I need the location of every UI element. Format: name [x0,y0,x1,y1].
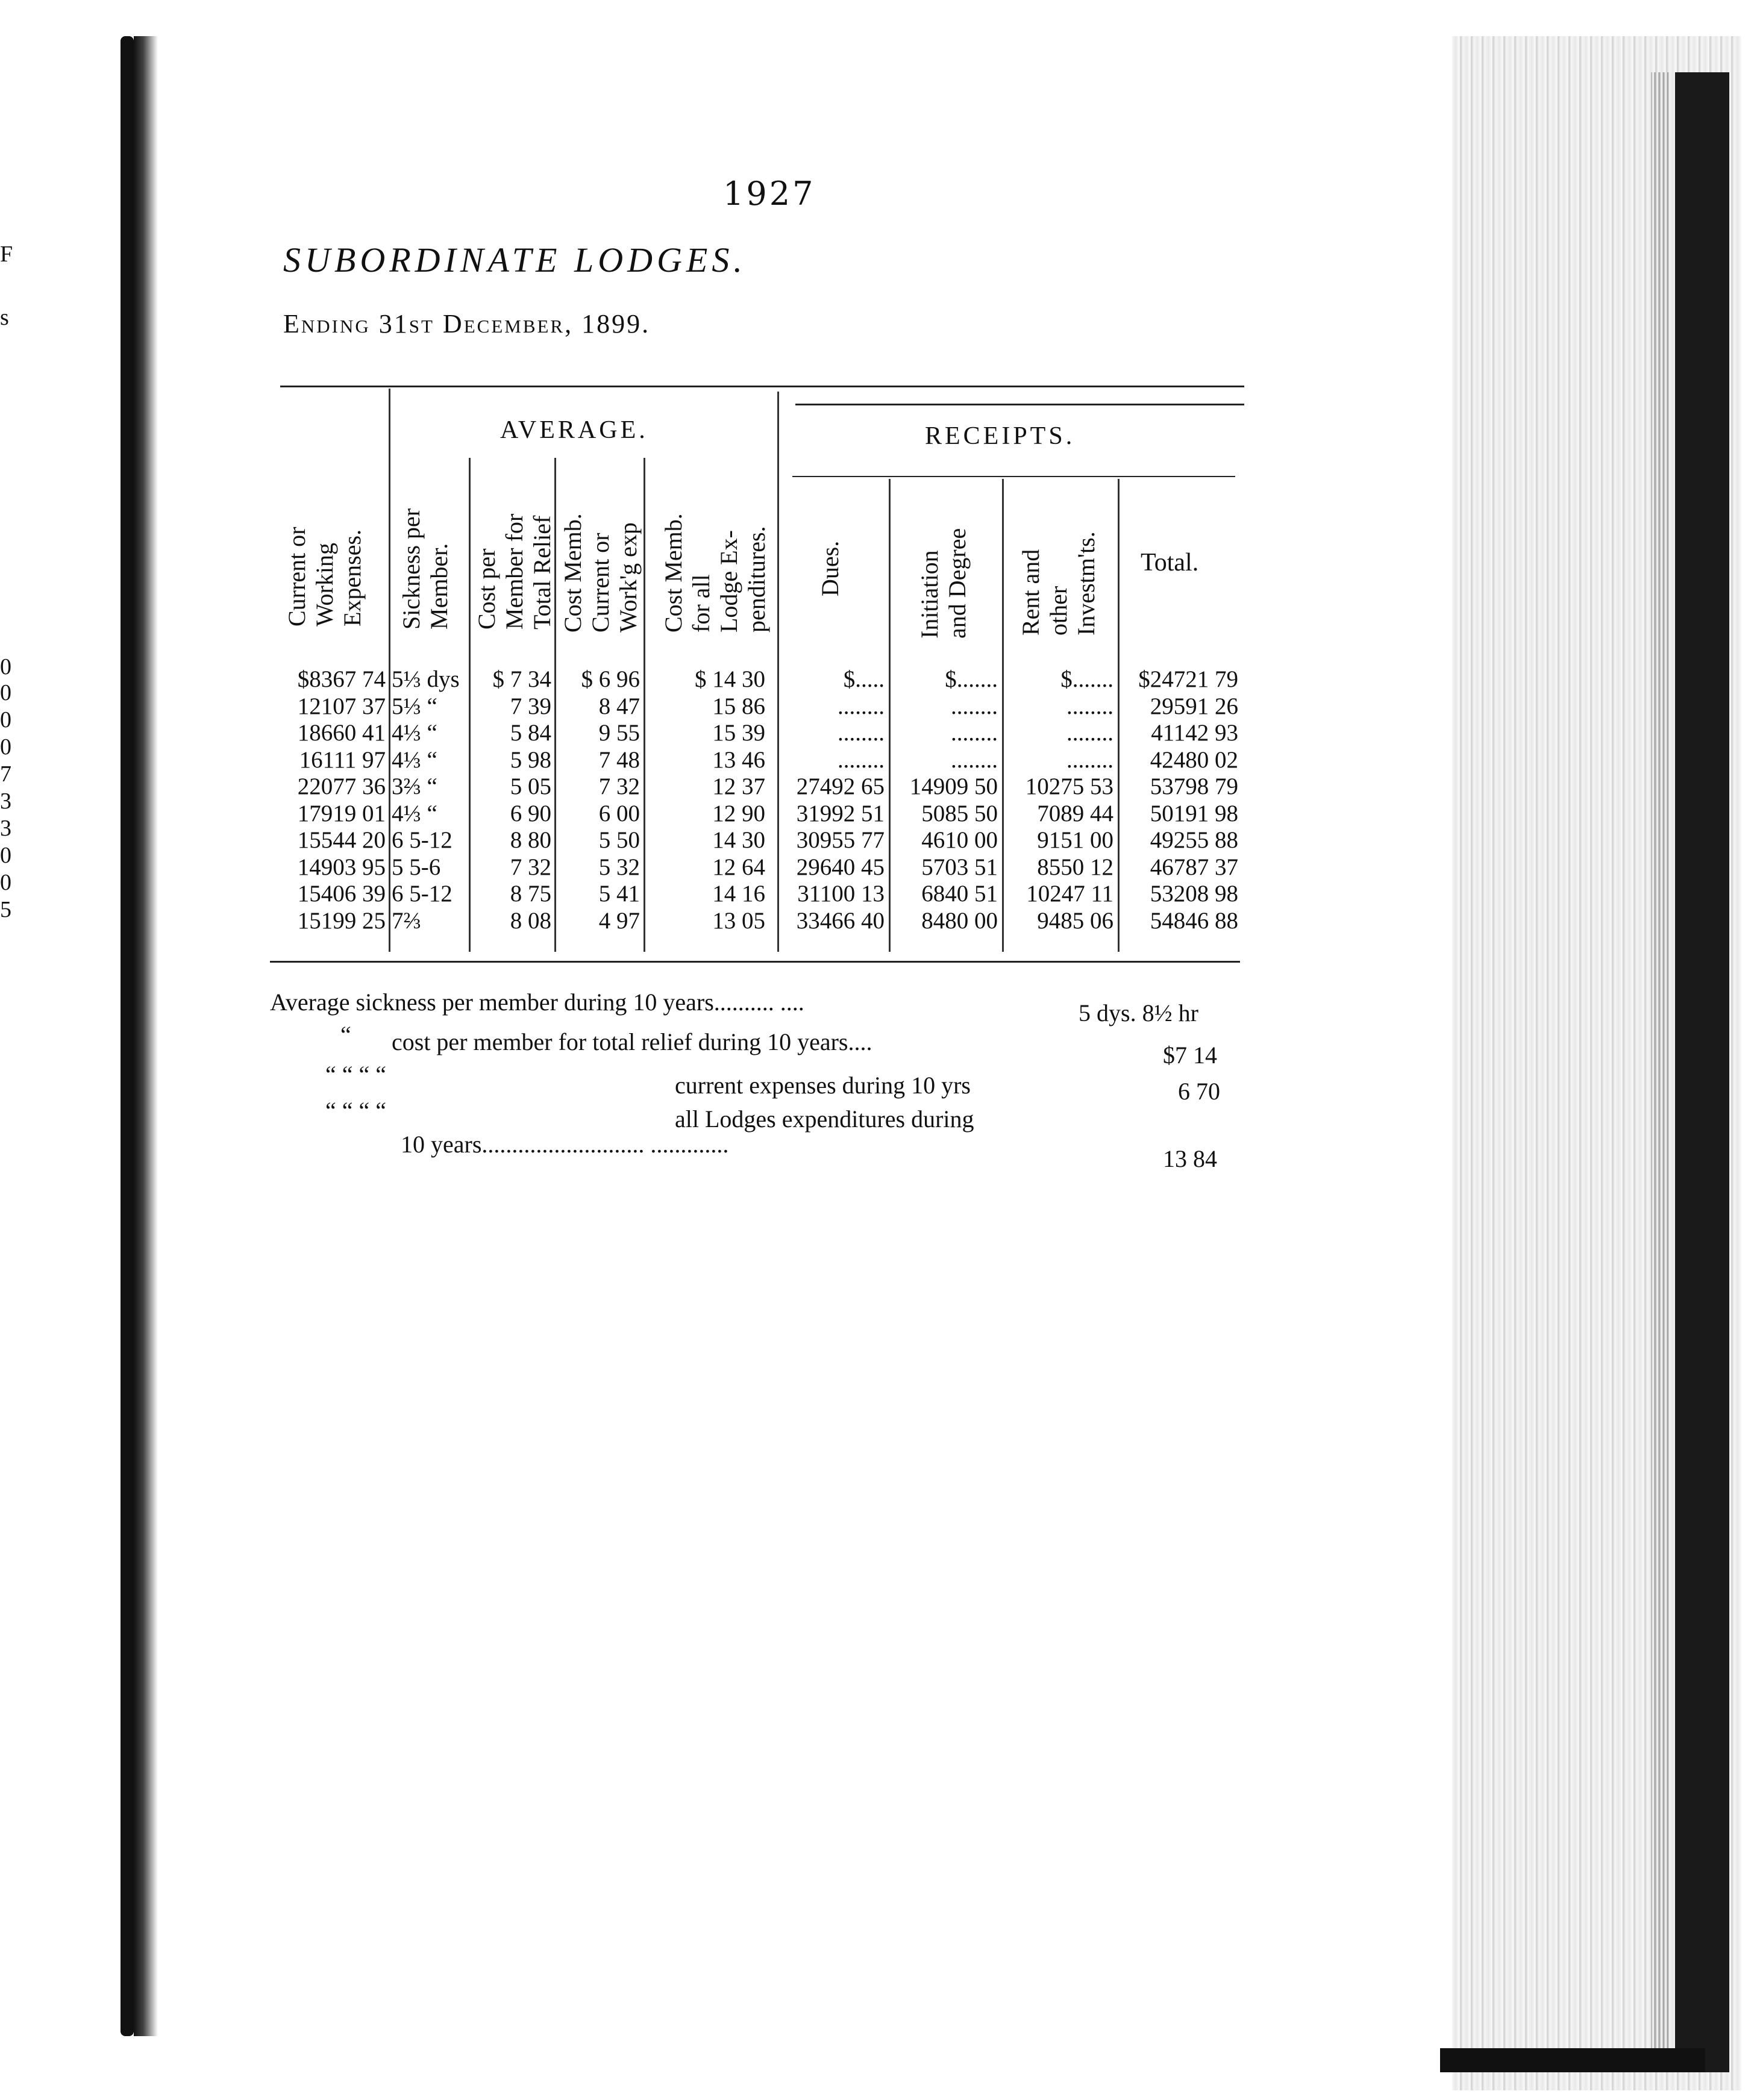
left-fragment: 3 [0,816,11,841]
cell-dues: 27492 65 [796,773,885,799]
cell-cost-current: $ 6 96 [581,666,640,692]
cell-dues: 33466 40 [796,907,885,934]
left-fragment: 7 [0,761,11,787]
cell-initiation: 4610 00 [921,827,998,853]
cell-total: 50191 98 [1150,800,1238,827]
cell-sickness: 5⅓ “ [392,693,437,719]
receipts-sub-rule [792,476,1235,477]
left-fragment: 3 [0,789,11,814]
cell-initiation: ........ [951,720,998,746]
cell-current: 17919 01 [297,800,386,827]
cell-current: 12107 37 [297,693,386,719]
cell-dues: $..... [843,666,885,692]
summary-line-value: 6 70 [1178,1078,1220,1105]
cell-cost-relief: $ 7 34 [492,666,551,692]
left-fragment: 0 [0,870,11,895]
cell-cost-relief: 5 98 [510,746,551,773]
cell-cost-relief: 5 05 [510,773,551,799]
cell-total: 41142 93 [1151,720,1238,746]
table-bottom-rule [270,961,1240,963]
cell-rent: $....... [1060,666,1113,692]
cell-cost-all: $ 14 30 [695,666,765,692]
book-cover-edge [1675,72,1729,2072]
cell-dues: 31992 51 [796,800,885,827]
header-initiation: Initiation and Degree [916,528,971,639]
book-gutter [134,36,158,2036]
cell-current: 14903 95 [297,854,386,880]
cell-rent: 10275 53 [1025,773,1113,799]
table-row [0,880,1265,907]
cell-rent: ........ [1066,720,1113,746]
header-sickness: Sickness per Member. [398,508,453,630]
cell-sickness: 6 5-12 [392,827,453,853]
cell-current: 15406 39 [297,881,386,907]
cell-cost-relief: 5 84 [510,720,551,746]
cell-dues: ........ [838,693,885,719]
cell-cost-current: 5 32 [598,854,640,880]
cell-total: 42480 02 [1150,746,1238,773]
cell-sickness: 4⅓ “ [392,746,437,773]
cell-initiation: 8480 00 [921,907,998,934]
summary-line-text: current expenses during 10 yrs [675,1072,971,1099]
left-fragment: 0 [0,734,11,760]
summary-line-value: $7 14 [1163,1042,1217,1069]
cell-cost-relief: 7 32 [510,854,551,880]
cell-cost-all: 14 16 [712,881,765,907]
table-row [0,693,1265,719]
header-current-expenses: Current or Working Expenses. [283,527,366,627]
table-row [0,773,1265,799]
cell-sickness: 5 5-6 [392,854,441,880]
cell-rent: ........ [1066,746,1113,773]
cell-rent: 9485 06 [1037,907,1113,934]
cell-rent: 10247 11 [1026,881,1113,907]
left-fragment: 0 [0,843,11,868]
page-title: SUBORDINATE LODGES. [283,240,747,280]
page-stack-shadow [1651,72,1669,2072]
cell-sickness: 6 5-12 [392,881,453,907]
table-row [0,907,1265,934]
cell-sickness: 4⅓ “ [392,720,437,746]
cell-cost-all: 12 37 [712,773,765,799]
summary-line-value: 5 dys. 8½ hr [1079,999,1198,1027]
cell-cost-all: 13 46 [712,746,765,773]
cell-sickness: 3⅔ “ [392,773,437,799]
cell-cost-all: 14 30 [712,827,765,853]
table-row [0,666,1265,692]
cell-total: 53798 79 [1150,773,1238,799]
cell-initiation: ........ [951,746,998,773]
cell-cost-current: 6 00 [598,800,640,827]
left-fragment: 0 [0,654,11,680]
cell-cost-all: 13 05 [712,907,765,934]
left-fragment: F [0,242,13,267]
cell-current: 15199 25 [297,907,386,934]
cell-cost-all: 15 39 [712,720,765,746]
cell-cost-current: 7 32 [598,773,640,799]
table-row [0,827,1265,853]
cell-total: 53208 98 [1150,881,1238,907]
header-total: Total. [1141,549,1199,577]
cell-cost-current: 9 55 [598,720,640,746]
page-subtitle: Ending 31st December, 1899. [283,309,651,339]
cell-cost-relief: 8 75 [510,881,551,907]
left-fragment: 0 [0,707,11,733]
cell-current: $8367 74 [297,666,386,692]
cell-initiation: ........ [951,693,998,719]
cell-cost-all: 12 64 [712,854,765,880]
cell-cost-current: 8 47 [598,693,640,719]
summary-line-text: all Lodges expenditures during [675,1105,974,1133]
cell-initiation: 5703 51 [921,854,998,880]
cell-sickness: 5⅓ dys [392,666,460,692]
cell-cost-current: 5 50 [598,827,640,853]
header-dues: Dues. [816,540,844,596]
header-cost-all: Cost Memb. for all Lodge Ex- penditures. [660,513,770,633]
cell-cost-all: 15 86 [712,693,765,719]
cell-total: 49255 88 [1150,827,1238,853]
cell-initiation: 5085 50 [921,800,998,827]
table-row [0,854,1265,880]
header-cost-current: Cost Memb. Current or Work'g exp [559,513,642,633]
cell-dues: 31100 13 [797,881,885,907]
left-page-edge [121,36,134,2036]
summary-line-text: Average sickness per member during 10 years.......... .... [270,989,804,1016]
cell-sickness: 7⅔ [392,907,421,934]
summary-line-text: cost per member for total relief during 10 years.... [392,1028,872,1055]
cell-initiation: 6840 51 [921,881,998,907]
receipts-top-rule [795,404,1244,405]
page-number: 1927 [723,175,816,213]
table-row [0,719,1265,746]
summary-ditto: “ “ “ “ [325,1097,387,1124]
cell-cost-relief: 7 39 [510,693,551,719]
summary-line-text: 10 years........................... ............. [401,1131,729,1158]
table-row [0,800,1265,827]
left-fragment: 0 [0,680,11,705]
left-fragment: s [0,305,9,330]
cell-cost-current: 7 48 [598,746,640,773]
cell-total: $24721 79 [1138,666,1238,692]
cell-initiation: $....... [945,666,998,692]
cell-total: 29591 26 [1150,693,1238,719]
cell-total: 54846 88 [1150,907,1238,934]
cell-rent: 8550 12 [1037,854,1113,880]
group-header-average: AVERAGE. [500,416,648,444]
cell-initiation: 14909 50 [909,773,998,799]
cell-rent: 7089 44 [1037,800,1113,827]
table-row [0,746,1265,773]
summary-line-value: 13 84 [1163,1145,1217,1172]
left-fragment: 5 [0,897,11,922]
cell-cost-all: 12 90 [712,800,765,827]
cell-cost-relief: 8 80 [510,827,551,853]
cell-current: 22077 36 [297,773,386,799]
header-rent: Rent and other Investm'ts. [1017,531,1100,636]
cell-sickness: 4⅓ “ [392,800,437,827]
cell-cost-current: 4 97 [598,907,640,934]
group-header-receipts: RECEIPTS. [925,422,1076,450]
cell-cost-relief: 8 08 [510,907,551,934]
summary-ditto: “ [340,1021,351,1048]
cell-rent: ........ [1066,693,1113,719]
book-cover-bottom [1440,2048,1705,2072]
cell-dues: 29640 45 [796,854,885,880]
cell-current: 16111 97 [299,746,386,773]
cell-dues: 30955 77 [796,827,885,853]
cell-rent: 9151 00 [1037,827,1113,853]
cell-dues: ........ [838,720,885,746]
cell-dues: ........ [838,746,885,773]
cell-current: 18660 41 [297,720,386,746]
cell-cost-current: 5 41 [598,881,640,907]
cell-current: 15544 20 [297,827,386,853]
cell-cost-relief: 6 90 [510,800,551,827]
table-top-rule [280,386,1244,387]
summary-ditto: “ “ “ “ [325,1061,387,1088]
cell-total: 46787 37 [1150,854,1238,880]
header-cost-relief: Cost per Member for Total Relief [473,513,556,630]
